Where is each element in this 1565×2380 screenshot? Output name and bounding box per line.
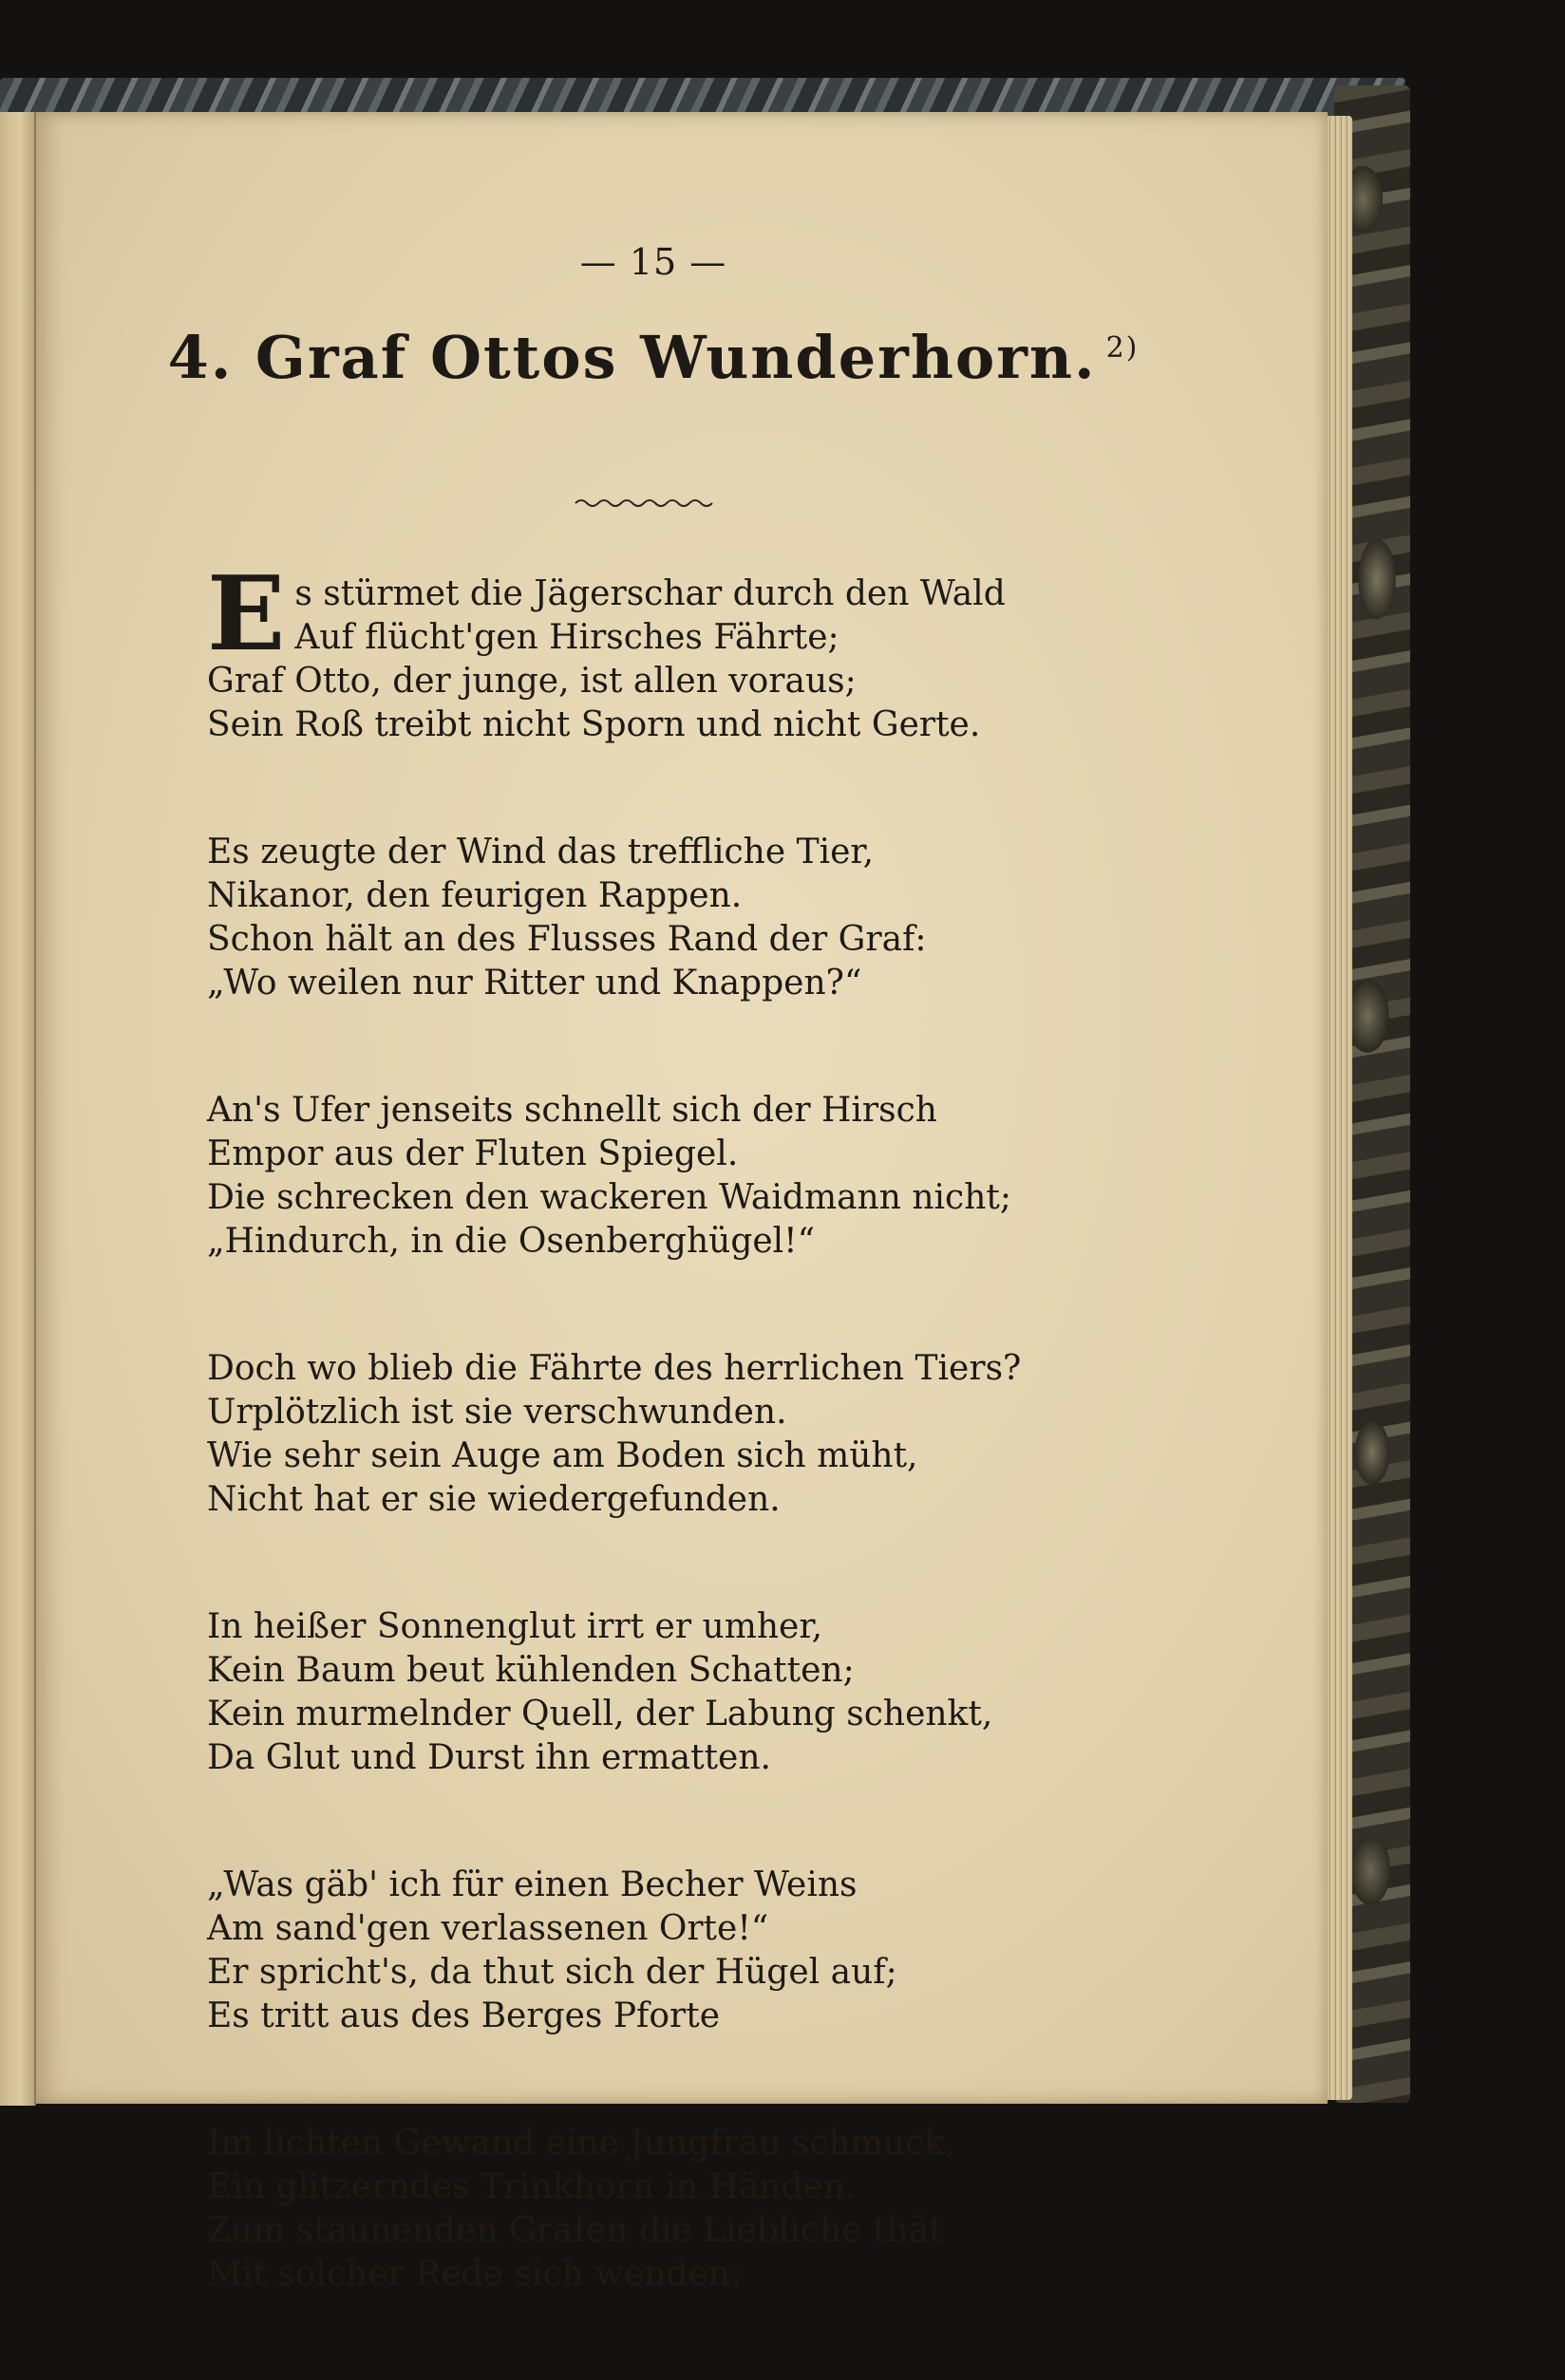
poem-line: Graf Otto, der junge, ist allen voraus; [207,662,857,701]
book-cover-top [0,78,1405,116]
stanza [207,831,1157,1005]
footnote-mark: 2) [1105,331,1140,365]
stanza [207,2122,1157,2296]
drop-cap: E [207,554,286,674]
poem-line: Nicht hat er sie wiedergefunden. [207,1480,781,1519]
poem-line: Schon hält an des Flusses Rand der Graf: [207,920,927,959]
poem-line: Sein Roß treibt nicht Sporn und nicht Gerte. [207,705,981,744]
poem-line: Wie sehr sein Auge am Boden sich müht, [207,1436,918,1475]
poem-line: Er spricht's, da thut sich der Hügel auf; [207,1953,897,1992]
poem-title [36,323,1271,392]
poem-line: Kein Baum beut kühlenden Schatten; [207,1651,855,1690]
poem-title-text: 4. Graf Ottos Wunderhorn. [167,323,1097,392]
facing-page-edge [0,112,36,2106]
poem-line: Im lichten Gewand eine Jungfrau schmuck, [207,2124,956,2163]
poem-line: Auf flücht'gen Hirsches Fährte; [294,618,839,657]
book-page [36,112,1328,2294]
stanza [207,1605,1157,1780]
poem-line: Ein glitzerndes Trinkhorn in Händen. [207,2167,857,2206]
poem-line: Empor aus der Fluten Spiegel. [207,1134,739,1173]
poem-line: Da Glut und Durst ihn ermatten. [207,1738,771,1777]
poem-line: Mit solcher Rede sich wenden: [207,2255,743,2294]
poem-line: Nikanor, den feurigen Rappen. [207,876,743,915]
poem-line: An's Ufer jenseits schnellt sich der Hirsch [207,1091,937,1130]
poem-line: Am sand'gen verlassenen Orte!“ [207,1909,769,1948]
poem-line: „Hindurch, in die Osenberghügel!“ [207,1222,816,1261]
poem-line: Die schrecken den wackeren Waidmann nicht; [207,1178,1012,1217]
poem-line: „Wo weilen nur Ritter und Knappen?“ [207,964,862,1003]
poem-line: „Was gäb' ich für einen Becher Weins [207,1865,858,1904]
poem-line: Es tritt aus des Berges Pforte [207,1996,721,2035]
stanza [207,554,1157,747]
poem-body [207,554,1157,2380]
poem-line: Zum staunenden Grafen die Liebliche thät [207,2211,943,2250]
poem-line: In heißer Sonnenglut irrt er umher, [207,1607,823,1646]
poem-line: Kein murmelnder Quell, der Labung schenkt, [207,1695,993,1733]
stanza [207,1089,1157,1264]
poem-line-text: s stürmet die Jägerschar durch den Wald [294,574,1006,613]
poem-line: Doch wo blieb die Fährte des herrlichen Tiers? [207,1349,1022,1388]
page-number: — 15 — [579,241,727,283]
poem-line: Es zeugte der Wind das treffliche Tier, [207,833,875,871]
poem-line: Urplötzlich ist sie verschwunden. [207,1393,787,1432]
stanza [207,1864,1157,2038]
title-ornament [574,496,716,511]
stanza [207,1347,1157,1522]
